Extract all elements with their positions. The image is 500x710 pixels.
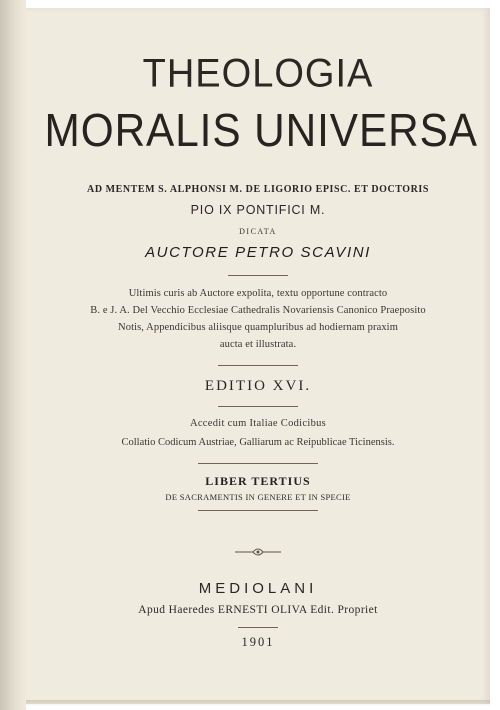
title-line-moralis-universa: MORALIS UNIVERSA — [44, 104, 478, 156]
ornament-icon — [233, 546, 283, 558]
dedication-line: AD MENTEM S. ALPHONSI M. DE LIGORIO EPISC. ET DOCTORIS — [87, 184, 429, 195]
title-line-theologia: THEOLOGIA — [142, 51, 374, 97]
place-label: MEDIOLANI — [198, 580, 318, 597]
description-line-3: Notis, Appendicibus aliisque quampluribus ad hodiernam praxim — [118, 322, 398, 333]
description-line-2: B. e J. A. Del Vecchio Ecclesiae Cathedralis Novariensis Canonico Praeposito — [90, 305, 426, 316]
accedit-line: Accedit cum Italiae Codicibus — [189, 418, 327, 429]
rule-before-liber — [198, 463, 318, 464]
book-binding-edge — [0, 0, 26, 710]
page-bottom-shadow — [26, 700, 490, 706]
publisher-line: Apud Haeredes ERNESTI OLIVA Edit. Propriet — [138, 604, 378, 616]
rule-after-author — [228, 275, 288, 276]
edition-label: EDITIO XVI. — [204, 378, 312, 394]
year-label: 1901 — [241, 635, 275, 649]
description-line-4: aucta et illustrata. — [219, 339, 297, 350]
dicata-label: DICATA — [239, 227, 277, 236]
liber-subtitle: DE SACRAMENTIS IN GENERE ET IN SPECIE — [165, 492, 351, 502]
liber-label: LIBER TERTIUS — [205, 474, 311, 488]
rule-before-year — [238, 627, 278, 628]
pio-line: PIO IX PONTIFICI M. — [190, 203, 326, 217]
author-line: AUCTORE PETRO SCAVINI — [145, 244, 371, 261]
rule-after-liber — [198, 510, 318, 511]
description-line-1: Ultimis curis ab Auctore expolita, textu opportune contracto — [128, 288, 388, 299]
collatio-line: Collatio Codicum Austriae, Galliarum ac Reipublicae Ticinensis. — [121, 437, 395, 448]
title-page — [26, 8, 490, 704]
rule-after-edition — [218, 406, 298, 407]
rule-before-edition — [218, 365, 298, 366]
